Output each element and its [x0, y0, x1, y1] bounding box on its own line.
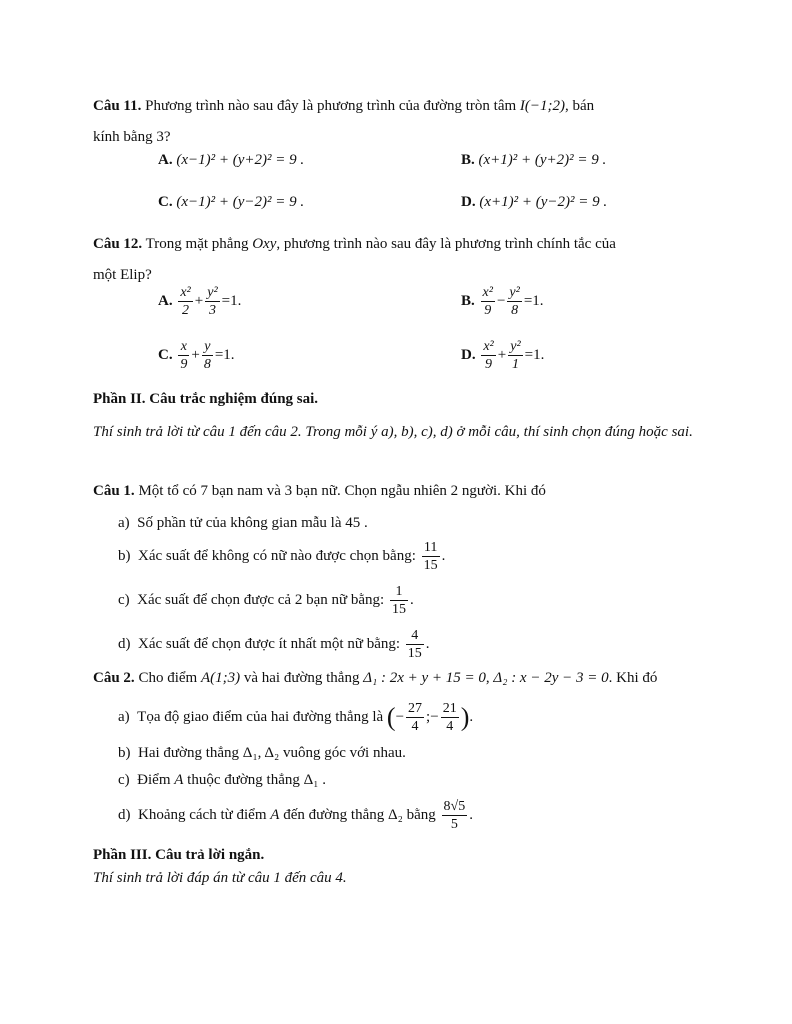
- fraction: [406, 627, 424, 662]
- option-label: C.: [158, 194, 173, 210]
- item-key: b): [118, 547, 131, 564]
- point-a: A(1;3): [200, 670, 241, 686]
- denominator: 4: [411, 719, 419, 734]
- point-symbol: A: [270, 806, 280, 823]
- numerator: y: [202, 338, 213, 356]
- numerator: x²: [180, 285, 191, 300]
- tf1-item-d[interactable]: d) Xác suất để chọn được ít nhất một nữ bằng: $\frac{4}{15}$ .: [118, 628, 430, 661]
- option-label: A.: [158, 292, 173, 309]
- numerator: 27: [408, 701, 423, 716]
- denominator: 1: [511, 357, 519, 372]
- q12-option-c[interactable]: [158, 338, 235, 373]
- q12-option-d[interactable]: [461, 338, 544, 373]
- item-key: c): [118, 591, 130, 608]
- item-key: a): [118, 708, 130, 725]
- part-2-instruction: Thí sinh trả lời từ câu 1 đến câu 2. Trong mỗi ý a), b), c), d) ở mỗi câu, thí sinh chọn đúng hoặc sai.: [93, 424, 693, 440]
- item-text: Xác suất để chọn được cả 2 bạn nữ bằng:: [137, 591, 385, 608]
- fraction: [178, 284, 192, 319]
- fraction: [178, 338, 189, 373]
- fraction: [507, 284, 521, 319]
- tf2-item-d[interactable]: d) Khoảng cách từ điểm A đến đường thẳng Δ₂ bằng $\frac{8√5}{5}$ .: [118, 799, 473, 832]
- tf-question-2-text-c: . Khi đó: [608, 670, 658, 686]
- item-text-b: đến đường thẳng Δ₂ bằng: [283, 806, 436, 823]
- numerator: 8√5: [443, 799, 466, 814]
- tf2-item-c[interactable]: [118, 768, 326, 792]
- item-text: Xác suất để không có nữ nào được chọn bằng:: [138, 547, 416, 564]
- denominator: 15: [407, 646, 422, 661]
- numerator: y²: [510, 339, 521, 354]
- q11-option-d[interactable]: [461, 190, 607, 214]
- q11-option-a[interactable]: [158, 148, 304, 172]
- item-text: Khoảng cách từ điểm: [138, 806, 267, 823]
- item-key: b): [118, 745, 131, 761]
- denominator: 3: [208, 303, 216, 318]
- item-key: c): [118, 772, 130, 788]
- numerator: x²: [482, 285, 493, 300]
- operator: −: [496, 292, 506, 309]
- denominator: 9: [484, 303, 492, 318]
- tf1-item-b[interactable]: b) Xác suất để không có nữ nào được chọn bằng: $\frac{11}{15}$ .: [118, 540, 446, 573]
- tf1-item-c[interactable]: c) Xác suất để chọn được cả 2 bạn nữ bằng: $\frac{1}{15}$ .: [118, 584, 414, 617]
- fraction: [508, 338, 522, 373]
- denominator: 9: [180, 357, 188, 372]
- operator: +: [497, 346, 507, 363]
- rhs: =1.: [221, 292, 242, 309]
- tf2-item-b[interactable]: [118, 741, 406, 765]
- numerator: y²: [509, 285, 520, 300]
- option-math: (x−1)² + (y−2)² = 9 .: [176, 194, 305, 210]
- operator: +: [191, 346, 200, 363]
- question-11: [93, 91, 703, 153]
- fraction: [441, 700, 459, 735]
- numerator: x: [178, 338, 189, 356]
- item-text: Số phần tử của không gian mẫu là 45 .: [137, 515, 368, 531]
- item-key: a): [118, 515, 130, 531]
- fraction: [481, 284, 495, 319]
- option-label: B.: [461, 292, 475, 309]
- option-math: (x+1)² + (y+2)² = 9 .: [478, 152, 607, 168]
- tf-question-2-text: Cho điểm: [138, 670, 198, 686]
- fraction: [202, 338, 213, 373]
- denominator: 8: [511, 303, 519, 318]
- numerator: x²: [483, 339, 494, 354]
- fraction: [406, 700, 424, 735]
- fraction: [422, 539, 440, 574]
- item-key: d): [118, 806, 131, 823]
- point-symbol: A: [174, 772, 184, 788]
- numerator: 11: [422, 539, 440, 557]
- numerator: 4: [406, 627, 424, 645]
- plane-name: Oxy: [252, 236, 277, 252]
- numerator: 1: [390, 583, 408, 601]
- item-text-b: thuộc đường thẳng Δ₁ .: [187, 772, 326, 788]
- q12-option-b[interactable]: [461, 284, 544, 319]
- denominator: 15: [391, 602, 406, 617]
- denominator: 4: [446, 719, 454, 734]
- question-11-text: Phương trình nào sau đây là phương trình của đường tròn tâm: [145, 98, 517, 114]
- option-label: D.: [461, 346, 476, 363]
- option-label: C.: [158, 346, 173, 363]
- rhs: =1.: [523, 292, 544, 309]
- denominator: 5: [450, 817, 458, 832]
- tf2-item-a[interactable]: a) Tọa độ giao điểm của hai đường thẳng là (− $\frac{27}{4}$ ;− $\frac{21}{4}$ ).: [118, 701, 474, 734]
- item-text: Hai đường thẳng Δ₁, Δ₂ vuông góc với nhau.: [138, 745, 406, 761]
- fraction: [205, 284, 219, 319]
- fraction: [442, 798, 468, 833]
- question-12-text-c: một Elip?: [93, 267, 152, 283]
- tf-question-2: Câu 2. Cho điểm A(1;3) và hai đường thẳng Δ₁ : 2x + y + 15 = 0, Δ₂ : x − 2y − 3 = 0. Khi đó: [93, 670, 658, 686]
- tf1-item-a[interactable]: [118, 511, 368, 535]
- line-delta-2: Δ₂ : x − 2y − 3 = 0: [493, 670, 609, 686]
- circle-center: I(−1;2): [519, 98, 566, 114]
- numerator: 21: [442, 701, 457, 716]
- tf-question-2-label: Câu 2.: [93, 670, 135, 686]
- right-paren: ): [460, 702, 470, 732]
- operator: +: [194, 292, 204, 309]
- question-12-text-b: , phương trình nào sau đây là phương trình chính tắc của: [276, 236, 616, 252]
- item-text: Tọa độ giao điểm của hai đường thẳng là: [137, 708, 384, 725]
- question-11-text-c: kính bằng 3?: [93, 129, 171, 145]
- numerator: y²: [207, 285, 218, 300]
- option-math: (x+1)² + (y−2)² = 9 .: [479, 194, 608, 210]
- item-text: Điểm: [137, 772, 171, 788]
- question-12-text: Trong mặt phẳng: [145, 236, 249, 252]
- q11-option-c[interactable]: [158, 190, 304, 214]
- tf-question-1: [93, 476, 703, 507]
- question-11-text-b: , bán: [565, 98, 595, 114]
- rhs: =1.: [214, 346, 235, 363]
- line-delta-1: Δ₁ : 2x + y + 15 = 0: [363, 670, 486, 686]
- question-11-label: Câu 11.: [93, 98, 142, 114]
- option-label: A.: [158, 152, 173, 168]
- item-text: Xác suất để chọn được ít nhất một nữ bằng:: [138, 635, 401, 652]
- option-label: D.: [461, 194, 476, 210]
- option-math: (x−1)² + (y+2)² = 9 .: [176, 152, 305, 168]
- denominator: 8: [203, 357, 211, 372]
- part-3-title: Phần III. Câu trả lời ngắn.: [93, 847, 265, 863]
- fraction: [481, 338, 495, 373]
- part-3-instruction: Thí sinh trả lời đáp án từ câu 1 đến câu 4.: [93, 870, 347, 886]
- option-label: B.: [461, 152, 475, 168]
- tf-question-2-text-b: và hai đường thẳng: [243, 670, 360, 686]
- part-2-title: Phần II. Câu trắc nghiệm đúng sai.: [93, 391, 319, 407]
- question-12: [93, 229, 703, 291]
- denominator: 15: [423, 558, 438, 573]
- q11-option-b[interactable]: [461, 148, 606, 172]
- tf-question-1-text: Một tổ có 7 bạn nam và 3 bạn nữ. Chọn ngẫu nhiên 2 người. Khi đó: [138, 483, 546, 499]
- left-paren: (: [386, 702, 396, 732]
- denominator: 9: [485, 357, 493, 372]
- item-key: d): [118, 635, 131, 652]
- q12-option-a[interactable]: [158, 284, 241, 319]
- rhs: =1.: [524, 346, 545, 363]
- tf-question-1-label: Câu 1.: [93, 483, 135, 499]
- question-12-label: Câu 12.: [93, 236, 143, 252]
- denominator: 2: [182, 303, 190, 318]
- fraction: [390, 583, 408, 618]
